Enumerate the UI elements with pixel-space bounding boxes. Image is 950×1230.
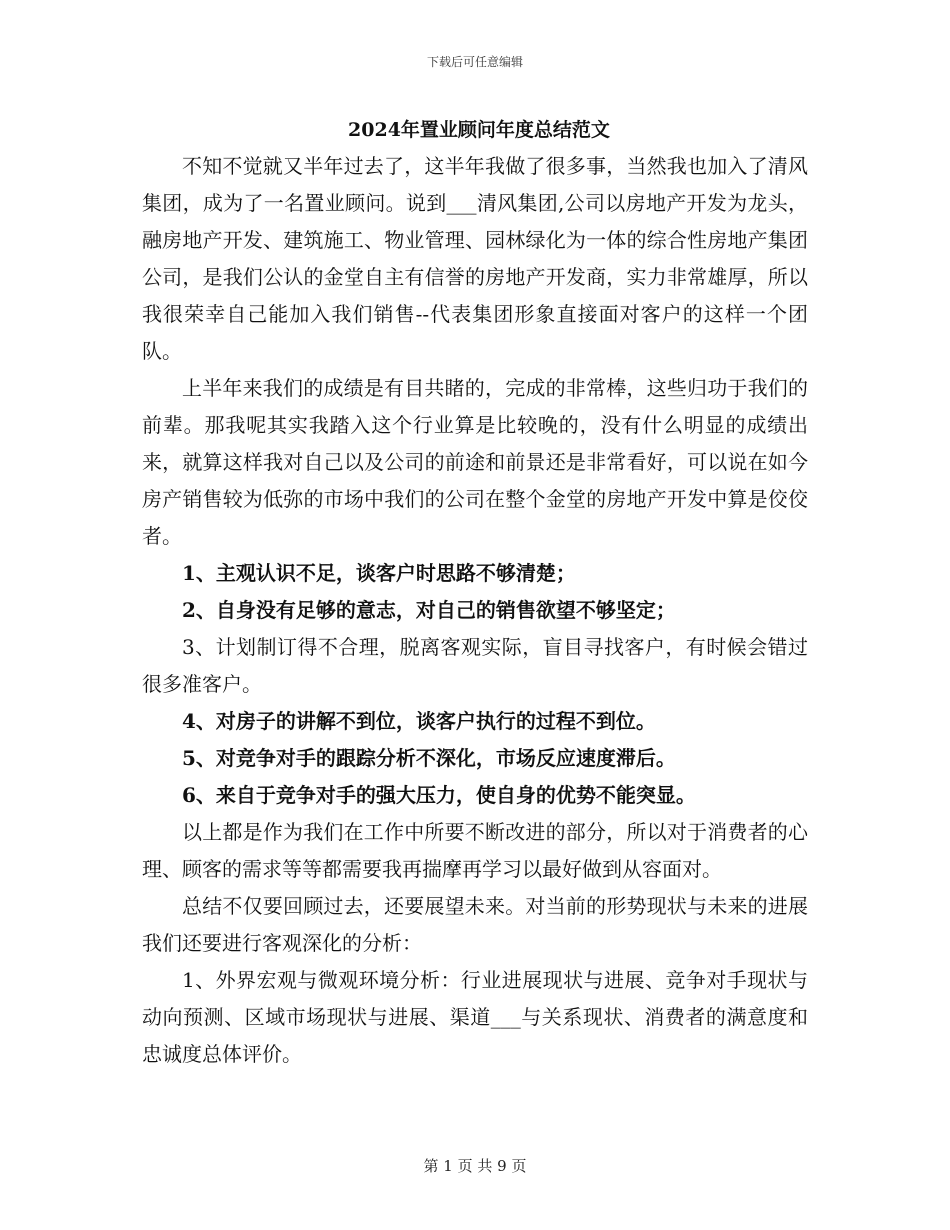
paragraph-intro: 不知不觉就又半年过去了，这半年我做了很多事，当然我也加入了清风集团，成为了一名置业顾问。说到___清风集团,公司以房地产开发为龙头，融房地产开发、建筑施工、物业管理、园林绿化为一体的综合性房地产集团公司，是我们公认的金堂自主有信誉的房地产开发商，实力非常雄厚，所以我很荣幸自己能加入我们销售--代表集团形象直接面对客户的这样一个团队。 [142,154,808,363]
paragraph-improvement: 以上都是作为我们在工作中所要不断改进的部分，所以对于消费者的心理、顾客的需求等等都需要我再揣摩再学习以最好做到从容面对。 [142,820,808,881]
list-item-3: 3、计划制订得不合理，脱离客观实际，盲目寻找客户，有时候会错过很多准客户。 [142,635,808,696]
page-indicator: 第 1 页 共 9 页 [423,1157,527,1175]
document-title: 2024年置业顾问年度总结范文 [348,119,610,141]
paragraph-outlook: 总结不仅要回顾过去，还要展望未来。对当前的形势现状与未来的进展我们还要进行客观深化的分析： [142,894,808,955]
document-body [142,112,808,1073]
paragraph-achievements: 上半年来我们的成绩是有目共睹的，完成的非常棒，这些归功于我们的前辈。那我呢其实我踏入这个行业算是比较晚的，没有什么明显的成绩出来，就算这样我对自己以及公司的前途和前景还是非常看好，可以说在如今房产销售较为低弥的市场中我们的公司在整个金堂的房地产开发中算是佼佼者。 [142,376,808,548]
list-item-2: 2、自身没有足够的意志，对自己的销售欲望不够坚定； [182,598,676,622]
list-item-6: 6、来自于竞争对手的强大压力，使自身的优势不能突显。 [182,783,696,807]
header-note: 下载后可任意编辑 [426,55,523,69]
list-item-5: 5、对竞争对手的跟踪分析不深化，市场反应速度滞后。 [182,746,676,770]
list-item-4: 4、对房子的讲解不到位，谈客户执行的过程不到位。 [182,709,656,733]
list-item-1: 1、主观认识不足，谈客户时思路不够清楚； [182,561,576,585]
paragraph-analysis-1: 1、外界宏观与微观环境分析：行业进展现状与进展、竞争对手现状与动向预测、区域市场现状与进展、渠道___与关系现状、消费者的满意度和忠诚度总体评价。 [142,968,808,1066]
